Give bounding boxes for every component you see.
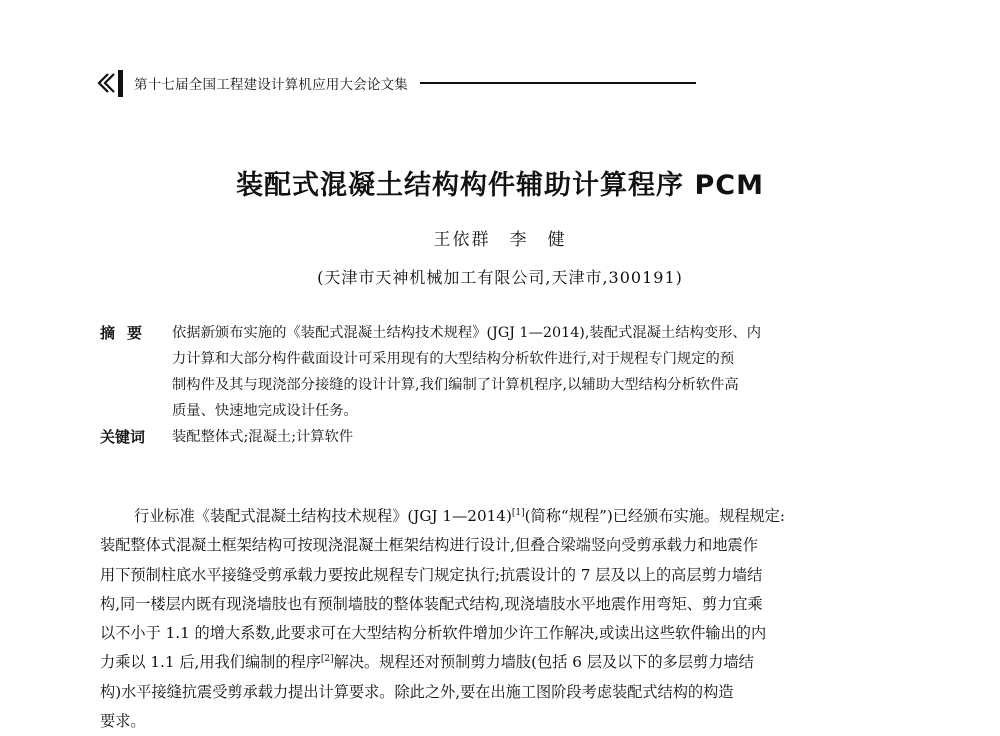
body-line: 行业标准《装配式混凝土结构技术规程》(JGJ 1—2014)[1](简称“规程”)已经颁布实施。规程规定:: [134, 507, 785, 525]
paper-affiliation: (天津市天神机械加工有限公司,天津市,300191): [317, 268, 683, 287]
abstract-line: 质量、快速地完成设计任务。: [172, 403, 358, 419]
running-title: 第十七届全国工程建设计算机应用大会论文集: [134, 77, 408, 93]
body-line: 力乘以 1.1 后,用我们编制的程序[2]解决。规程还对预制剪力墙肢(包括 6 层及以下的多层剪力墙结: [100, 653, 754, 672]
abstract-line: 依据新颁布实施的《装配式混凝土结构技术规程》(JGJ 1—2014),装配式混凝土结构变形、内: [172, 325, 761, 341]
abstract-label: 摘要: [100, 324, 155, 342]
body-line: 以不小于 1.1 的增大系数,此要求可在大型结构分析软件增加少许工作解决,或读出这些软件输出的内: [100, 624, 767, 643]
double-chevron-left-bar-icon: [96, 68, 126, 98]
keywords-label: 关键词: [100, 428, 146, 446]
body-line: 装配整体式混凝土框架结构可按现浇混凝土框架结构进行设计,但叠合梁端竖向受剪承载力和地震作: [100, 536, 758, 555]
header-rule: [420, 82, 696, 84]
abstract-body: [172, 320, 895, 424]
body-line: 用下预制柱底水平接缝受剪承载力要按此规程专门规定执行;抗震设计的 7 层及以上的高层剪力墙结: [100, 565, 763, 584]
citation-ref: [1]: [511, 508, 525, 518]
paper-title: 装配式混凝土结构构件辅助计算程序 PCM: [236, 170, 764, 201]
paper-authors: 王依群 李 健: [433, 230, 567, 250]
running-header: [96, 68, 696, 98]
body-paragraph: [100, 502, 890, 736]
abstract-section: [100, 320, 895, 450]
body-line: 构,同一楼层内既有现浇墙肢也有预制墙肢的整体装配式结构,现浇墙肢水平地震作用弯矩、剪力宜乘: [100, 594, 763, 613]
citation-ref: [2]: [320, 654, 334, 665]
abstract-line: 制构件及其与现浇部分接缝的设计计算,我们编制了计算机程序,以辅助大型结构分析软件高: [172, 377, 739, 393]
keywords-text: 装配整体式;混凝土;计算软件: [172, 429, 354, 445]
abstract-line: 力计算和大部分构件截面设计可采用现有的大型结构分析软件进行,对于规程专门规定的预: [172, 351, 735, 367]
body-line: 要求。: [100, 712, 146, 731]
body-line: 构)水平接缝抗震受剪承载力提出计算要求。除此之外,要在出施工图阶段考虑装配式结构的构造: [100, 682, 734, 701]
